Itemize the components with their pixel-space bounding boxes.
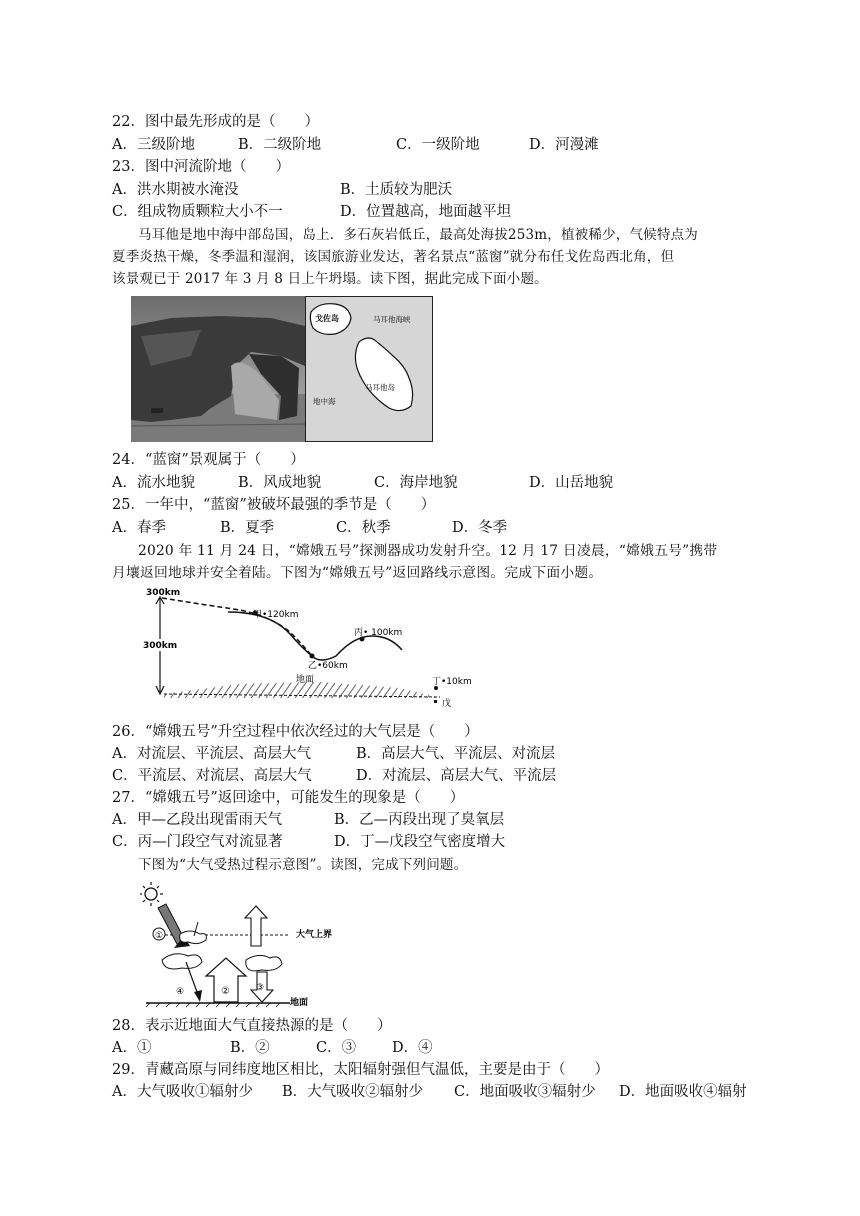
question-22-stem: 22．图中最先形成的是（ ） — [112, 114, 319, 130]
q26-option-b[interactable]: B．高层大气、平流层、对流层 — [356, 746, 556, 762]
q27-option-b[interactable]: B．乙—丙段出现了臭氧层 — [334, 812, 505, 828]
sun-icon — [140, 882, 163, 906]
malta-passage — [112, 224, 752, 290]
label-4: ④ — [176, 987, 185, 997]
q25-option-c[interactable]: C．秋季 — [336, 520, 391, 536]
q24-option-d[interactable]: D．山岳地貌 — [529, 475, 614, 491]
malta-passage-line-1: 马耳他是地中海中部岛国，岛上．多石灰岩低丘，最高处海拔253m，植被稀少，气候特点为 — [138, 227, 698, 243]
q29-option-a[interactable]: A．大气吸收①辐射少 — [112, 1084, 253, 1100]
question-28-stem: 28．表示近地面大气直接热源的是（ ） — [112, 1018, 392, 1034]
q23-option-d[interactable]: D．位置越高，地面越平坦 — [340, 204, 512, 220]
q26-option-c[interactable]: C．平流层、对流层、高层大气 — [112, 768, 312, 784]
gozo-label: 戈佐岛 — [315, 314, 339, 323]
top-altitude-label: 300km — [146, 588, 181, 598]
question-27-stem: 27．“嫦娥五号”返回途中，可能发生的现象是（ ） — [112, 790, 465, 806]
question-23-stem: 23．图中河流阶地（ ） — [112, 159, 290, 175]
q26-option-a[interactable]: A．对流层、平流层、高层大气 — [112, 746, 311, 762]
q24-option-b[interactable]: B．风成地貌 — [238, 475, 322, 491]
ground-surface-label: 地面 — [290, 998, 309, 1008]
q23-option-c[interactable]: C．组成物质颗粒大小不一 — [112, 204, 283, 220]
q24-option-a[interactable]: A．流水地貌 — [112, 475, 195, 491]
q25-option-b[interactable]: B．夏季 — [220, 520, 275, 536]
point-bing-label: 丙• 100km — [354, 628, 403, 638]
question-25-stem: 25．一年中，“蓝窗”被破坏最强的季节是（ ） — [112, 497, 436, 513]
question-24-stem: 24．“蓝窗”景观属于（ ） — [112, 452, 305, 468]
atmosphere-heating-diagram — [140, 878, 340, 1008]
point-yi-label: 乙•60km — [308, 661, 348, 671]
label-3: ③ — [256, 983, 265, 993]
q22-option-b[interactable]: B．二级阶地 — [238, 137, 322, 153]
q29-option-b[interactable]: B．大气吸收②辐射少 — [282, 1084, 424, 1100]
q22-option-a[interactable]: A．三级阶地 — [112, 137, 195, 153]
q24-option-c[interactable]: C．海岸地貌 — [374, 475, 458, 491]
ground-label: 地面 — [296, 675, 315, 685]
malta-label: 马耳他岛 — [365, 383, 395, 392]
malta-map — [305, 296, 433, 442]
height-label: 300km — [143, 641, 178, 651]
blue-window-photo — [131, 296, 305, 442]
q23-option-b[interactable]: B．土质较为肥沃 — [340, 182, 453, 198]
point-jia-label: 甲•120km — [253, 610, 299, 620]
point-ding-label: 丁•10km — [432, 677, 472, 687]
label-1: ① — [155, 931, 164, 941]
change5-passage-line-2: 月壤返回地球并安全着陆。下图为“嫦娥五号”返回路线示意图。完成下面小题。 — [112, 565, 603, 581]
q29-option-d[interactable]: D．地面吸收④辐射 — [619, 1084, 747, 1100]
atmosphere-top-label: 大气上界 — [296, 930, 333, 940]
point-wu-label: 戊 — [442, 699, 452, 709]
q28-option-b[interactable]: B．② — [230, 1040, 270, 1056]
change5-passage-line-1: 2020 年 11 月 24 日，“嫦娥五号”探测器成功发射升空。12 月 17 日凌晨，“嫦娥五号”携带 — [138, 543, 718, 559]
question-26-stem: 26．“嫦娥五号”升空过程中依次经过的大气层是（ ） — [112, 724, 479, 740]
q27-option-a[interactable]: A．甲—乙段出现雷雨天气 — [112, 812, 282, 828]
q28-option-d[interactable]: D．④ — [392, 1040, 433, 1056]
q28-option-c[interactable]: C．③ — [316, 1040, 357, 1056]
q22-option-d[interactable]: D．河漫滩 — [529, 137, 599, 153]
q27-option-c[interactable]: C．丙—门段空气对流显著 — [112, 834, 283, 850]
q25-option-a[interactable]: A．春季 — [112, 520, 166, 536]
malta-passage-line-3: 该景观已于 2017 年 3 月 8 日上午坍塌。读下图，据此完成下面小题。 — [112, 271, 548, 287]
q25-option-d[interactable]: D．冬季 — [452, 520, 508, 536]
q26-option-d[interactable]: D．对流层、高层大气、平流层 — [356, 768, 557, 784]
sea-label: 地中海 — [313, 397, 336, 406]
malta-passage-line-2: 夏季炎热干燥，冬季温和湿润，该国旅游业发达，著名景点“蓝窗”就分布任戈佐岛西北角，但 — [112, 249, 675, 265]
strait-label: 马耳他海峡 — [373, 315, 411, 324]
q29-option-c[interactable]: C．地面吸收③辐射少 — [454, 1084, 596, 1100]
q23-option-a[interactable]: A．洪水期被水淹没 — [112, 182, 239, 198]
question-29-stem: 29．青藏高原与同纬度地区相比，太阳辐射强但气温低，主要是由于（ ） — [112, 1062, 609, 1078]
heat-process-passage: 下图为“大气受热过程示意图”。读图，完成下列问题。 — [138, 857, 468, 873]
label-2: ② — [221, 986, 230, 997]
q28-option-a[interactable]: A．① — [112, 1040, 152, 1056]
return-route-diagram — [140, 584, 490, 716]
q22-option-c[interactable]: C．一级阶地 — [396, 137, 480, 153]
q27-option-d[interactable]: D．丁—戊段空气密度增大 — [334, 834, 506, 850]
change5-passage — [112, 540, 752, 584]
